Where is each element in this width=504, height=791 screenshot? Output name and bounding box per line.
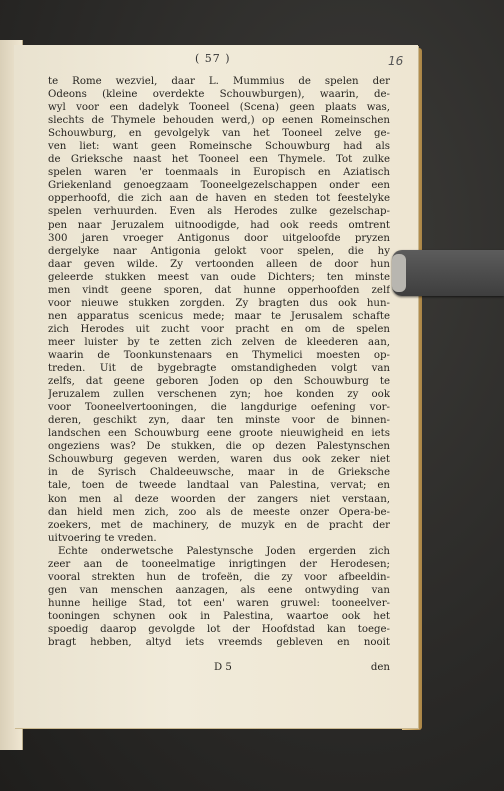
text-line: ven liet: want geen Romeinsche Schouwburg had als (48, 141, 390, 153)
text-line: Schouwburg, en gevolgelyk van het Tooneel zelve ge- (48, 128, 390, 140)
text-line: dergelyke naar Antigonia gelokt voor spelen, die hy (48, 245, 390, 257)
text-line: Echte onderwetsche Palestynsche Joden ergerden zich (58, 545, 390, 557)
text-line: gen van menschen aanzagen, als eene ontwyding van (48, 584, 390, 596)
bookmark-clip (392, 250, 504, 296)
body-text (48, 75, 390, 649)
text-line: tale, toen de tweede landtaal van Palestina, vervat; en (48, 480, 390, 492)
text-line: voor Tooneelvertooningen, die langdurige oefening vor- (48, 402, 390, 414)
text-line: spelen waren 'er toenmaals in Europisch en Aziatisch (48, 167, 390, 179)
text-line: kon men al deze woorden der zangers niet verstaan, (48, 493, 390, 505)
text-line: waarin de Toonkunstenaars en Thymelici moesten op- (48, 349, 390, 361)
catchword: den (370, 662, 390, 673)
text-line: in de Syrisch Chaldeeuwsche, maar in de Grieksche (48, 467, 390, 479)
page-footer (48, 662, 390, 676)
text-line: zeer aan de tooneelmatige inrigtingen der Herodesen; (48, 558, 390, 570)
text-line: hunne heilige Stad, tot een' waren gruwel: tooneelver- (48, 597, 390, 609)
text-line: zelfs, dat geene geboren Joden op den Schouwburg te (48, 376, 390, 388)
text-line: deren, geschikt zyn, daar ten minste voor de binnen- (48, 415, 390, 427)
text-line: treden. Uit de bygebragte omstandigheden volgt van (48, 363, 390, 375)
text-line: men vindt geene sporen, dat hunne opperhoofden zelf (48, 284, 390, 296)
text-line: Jeruzalem zullen verschenen zyn; hoe konden zy ook (48, 389, 390, 401)
text-line: opperhoofd, die zich aan de haven en steden tot feestelyke (48, 193, 390, 205)
pencil-folio-note: 16 (388, 54, 404, 68)
text-line: daar geven wilde. Zy vertoonden alleen de door hun (48, 258, 390, 270)
text-line: dan hield men zich, zoo als de meeste onzer Opera-be- (48, 506, 390, 518)
text-line: de Grieksche naast het Tooneel een Thymele. Tot zulke (48, 154, 390, 166)
text-line: 300 jaren vroeger Antigonus door uitgeloofde pryzen (48, 232, 390, 244)
text-line: Griekenland genoegzaam Tooneelgezelschappen onder een (48, 180, 390, 192)
text-line: ongeziens was? De stukken, die op dezen Palestynschen (48, 441, 390, 453)
text-line: meer luister by te zetten zich zelven de kleederen aan, (48, 336, 390, 348)
text-line: tooningen schynen ook in Palestina, waartoe ook het (48, 610, 390, 622)
text-line: wyl voor een dadelyk Tooneel (Scena) geen plaats was, (48, 102, 390, 114)
text-line: vooral strekten hun de trofeën, die zy voor afbeeldin- (48, 571, 390, 583)
text-line: geleerde stukken meest van oude Dichters; ten minste (48, 271, 390, 283)
text-line: nen apparatus scenicus mede; maar te Jerusalem schafte (48, 310, 390, 322)
text-line: uitvoering te vreden. (48, 532, 157, 544)
text-line: slechts de Thymele behouden werd,) op eenen Romeinschen (48, 115, 390, 127)
page-number: ( 57 ) (195, 52, 231, 65)
clip-tip (392, 254, 406, 292)
text-line: spelen verhuurden. Even als Herodes zulke gezelschap- (48, 206, 390, 218)
text-line: bragt hebben, altyd iets vreemds gebleven en nooit (48, 637, 390, 649)
text-line: spoedig daarop gevolgde lot der Hoofdstad kan toege- (48, 623, 390, 635)
text-line: te Rome wezviel, daar L. Mummius de spelen der (48, 76, 390, 87)
text-line: voor nieuwe stukken zorgden. Zy bragten dus ook hun- (48, 297, 390, 309)
text-line: Schouwburg gegeven werden, waren dus ook zeker niet (48, 454, 390, 466)
text-line: Odeons (kleine overdekte Schouwburgen), waarin, de- (48, 89, 390, 101)
text-line: zich Herodes uit zucht voor pracht en om de spelen (48, 323, 390, 335)
text-line: pen naar Jeruzalem uitnoodigde, had ook reeds omtrent (48, 219, 390, 231)
text-line: zoekers, met de machinery, de muzyk en de pracht der (48, 519, 390, 531)
text-line: landschen een Schouwburg eene groote nieuwigheid en iets (48, 428, 390, 440)
signature-mark: D 5 (214, 662, 232, 673)
